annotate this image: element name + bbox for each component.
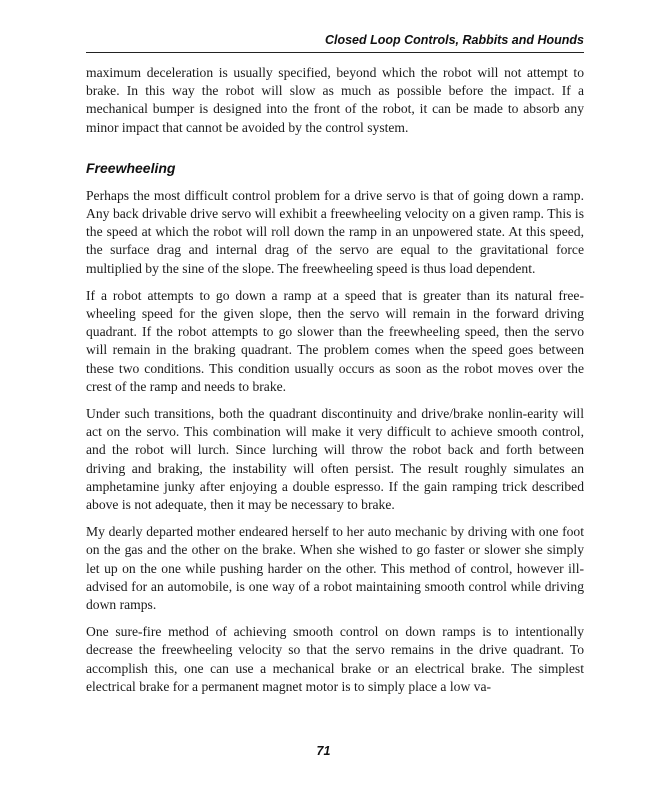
body-paragraph-1: Perhaps the most difficult control problem for a drive servo is that of going down a ramp. Any back drivable drive servo will exhibit a freewheeling velocity on a given ramp. This is the speed at which the robot will roll down the ramp in an unpowered state. At this speed, the surface drag and internal drag of the servo are equal to the gravitational force multiplied by the sine of the slope. The freewheeling speed is thus load dependent. xyxy=(86,187,584,276)
body-paragraph-5: One sure-fire method of achieving smooth control on down ramps is to intentionally decrease the freewheeling velocity so that the servo remains in the drive quadrant. To accomplish this, one can use a mechanical brake or an electrical brake. The simplest electrical brake for a permanent magnet motor is to simply place a low va- xyxy=(86,624,584,694)
intro-paragraph: maximum deceleration is usually specified, beyond which the robot will not attempt to brake. In this way the robot will slow as much as possible before the impact. If a mechanical bumper is designed into the front of the robot, it can be made to absorb any minor impact that cannot be avoided by the control system. xyxy=(86,65,584,135)
body-paragraph-2: If a robot attempts to go down a ramp at a speed that is greater than its natural free-wheeling speed for the given slope, then the servo will remain in the forward driving quadrant. If the robot attempts to go slower than the freewheeling speed, then the servo will remain in the braking quadrant. The problem comes when the speed goes between these two conditions. This condition usually occurs as soon as the robot moves over the crest of the ramp and needs to brake. xyxy=(86,287,584,394)
section-heading-freewheeling: Freewheeling xyxy=(86,159,176,176)
page-body xyxy=(86,64,584,705)
running-header xyxy=(86,30,584,53)
body-paragraph-4: My dearly departed mother endeared herself to her auto mechanic by driving with one foot on the gas and the other on the brake. When she wished to go faster or slower she simply let up on the one while pushing harder on the other. This method of control, however ill-advised for an automobile, is one way of a robot maintaining smooth control while driving down ramps. xyxy=(86,524,584,613)
page-number: 71 xyxy=(316,744,331,758)
body-paragraph-3: Under such transitions, both the quadrant discontinuity and drive/brake nonlin-earity will act on the servo. This combination will make it very difficult to achieve smooth control, and the robot will lurch. Since lurching will throw the robot back and forth between driving and braking, the instability will often persist. The result roughly simulates an amphetamine junky after enjoying a double espresso. If the gain ramping trick described above is not adequate, then it may be necessary to brake. xyxy=(86,406,584,513)
running-header-title: Closed Loop Controls, Rabbits and Hounds xyxy=(324,33,584,47)
